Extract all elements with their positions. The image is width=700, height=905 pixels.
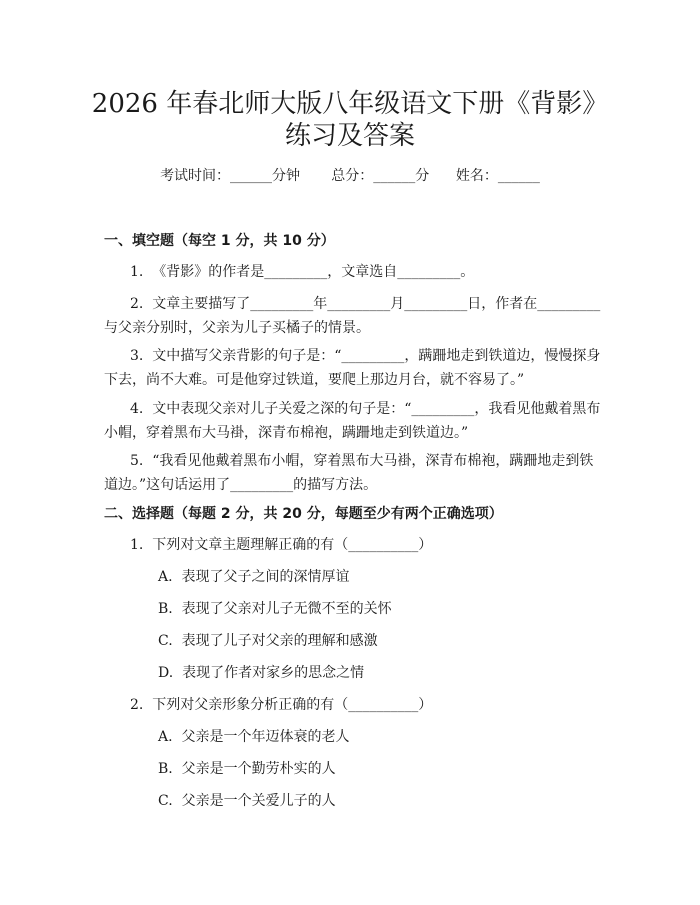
doc-title-line2: 练习及答案: [284, 121, 415, 151]
doc-title-line1: 2026 年春北师大版八年级语文下册《背影》: [91, 89, 609, 119]
exam-score: 总分：______分: [331, 168, 430, 184]
question-line: 5. “我看见他戴着黑布小帽，穿着黑布大马褂，深青布棉袍，蹒跚地走到铁: [130, 453, 594, 469]
section-heading-fill: 一、填空题（每空 1 分，共 10 分）: [104, 233, 335, 249]
exam-meta: [0, 166, 700, 186]
question-line: 小帽，穿着黑布大马褂，深青布棉袍，蹒跚地走到铁道边。”: [104, 425, 469, 441]
choice-question-1-stem: 1. 下列对文章主题理解正确的有（__________）: [130, 537, 433, 553]
choice-option: A. 表现了父子之间的深情厚谊: [158, 569, 350, 585]
question-line: 1. 《背影》的作者是_________，文章选自_________。: [130, 264, 475, 280]
fill-question-4: [104, 397, 601, 445]
choice-option: B. 表现了父亲对儿子无微不至的关怀: [158, 601, 392, 617]
choice-option: B. 父亲是一个勤劳朴实的人: [158, 761, 336, 777]
fill-question-5: [104, 449, 594, 497]
fill-question-2: [104, 292, 601, 340]
choice-option: C. 父亲是一个关爱儿子的人: [158, 793, 336, 809]
choice-option: D. 表现了作者对家乡的思念之情: [158, 665, 365, 681]
question-line: 3. 文中描写父亲背影的句子是：“_________，蹒跚地走到铁道边，慢慢探身: [130, 348, 601, 364]
question-line: 2. 文章主要描写了_________年_________月_________日，作者在_________: [130, 296, 601, 312]
choice-option: A. 父亲是一个年迈体衰的老人: [158, 729, 350, 745]
exam-name: 姓名：______: [455, 168, 540, 184]
question-line: 与父亲分别时，父亲为儿子买橘子的情景。: [104, 320, 370, 336]
choice-question-2-stem: 2. 下列对父亲形象分析正确的有（__________）: [130, 697, 433, 713]
question-line: 道边。”这句话运用了_________的描写方法。: [104, 477, 378, 493]
section-heading-choice: 二、选择题（每题 2 分，共 20 分，每题至少有两个正确选项）: [104, 506, 503, 522]
question-line: 4. 文中表现父亲对儿子关爱之深的句子是：“_________，我看见他戴着黑布: [130, 401, 601, 417]
exam-time: 考试时间：______分钟: [160, 168, 301, 184]
fill-question-3: [104, 344, 601, 392]
question-line: 下去，尚不大难。可是他穿过铁道，要爬上那边月台，就不容易了。”: [104, 372, 525, 388]
choice-option: C. 表现了儿子对父亲的理解和感激: [158, 633, 378, 649]
fill-question-1: [104, 260, 594, 284]
